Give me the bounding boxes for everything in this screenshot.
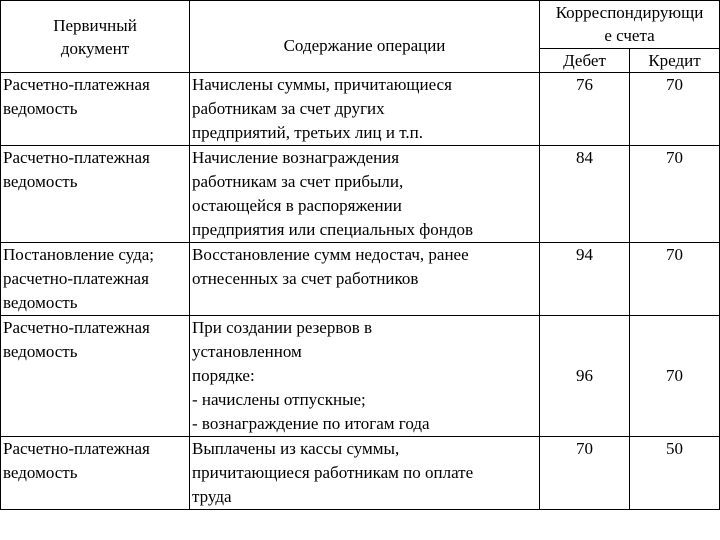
row-debit: 84 xyxy=(540,146,630,243)
header-corresponding-accounts: Корреспондирующи е счета xyxy=(540,1,720,49)
row-operation: Восстановление сумм недостач, ранее отнесенных за счет работников xyxy=(190,243,540,316)
header-row xyxy=(1,1,720,49)
header-primary-document: Первичный документ xyxy=(1,1,190,73)
row-credit: 70 xyxy=(630,243,720,316)
row-operation: При создании резервов в установленном порядке: - начислены отпускные; - вознаграждение по итогам года xyxy=(190,316,540,437)
row-debit: 96 xyxy=(540,316,630,437)
header-credit: Кредит xyxy=(630,49,720,73)
table-row xyxy=(1,316,720,437)
row-document: Расчетно-платежная ведомость xyxy=(1,146,190,243)
table-row xyxy=(1,243,720,316)
row-document: Постановление суда; расчетно-платежная ведомость xyxy=(1,243,190,316)
row-operation: Начислены суммы, причитающиеся работникам за счет других предприятий, третьих лиц и т.п. xyxy=(190,73,540,146)
row-document: Расчетно-платежная ведомость xyxy=(1,437,190,510)
table-row xyxy=(1,73,720,146)
row-document: Расчетно-платежная ведомость xyxy=(1,316,190,437)
row-debit: 94 xyxy=(540,243,630,316)
row-credit: 50 xyxy=(630,437,720,510)
row-operation: Выплачены из кассы суммы, причитающиеся работникам по оплате труда xyxy=(190,437,540,510)
row-debit: 76 xyxy=(540,73,630,146)
row-operation: Начисление вознаграждения работникам за счет прибыли, остающейся в распоряжении предприятия или специальных фондов xyxy=(190,146,540,243)
header-operation-content: Содержание операции xyxy=(190,1,540,73)
table-row xyxy=(1,146,720,243)
row-credit: 70 xyxy=(630,316,720,437)
header-debit: Дебет xyxy=(540,49,630,73)
table-row xyxy=(1,437,720,510)
row-credit: 70 xyxy=(630,146,720,243)
row-document: Расчетно-платежная ведомость xyxy=(1,73,190,146)
row-credit: 70 xyxy=(630,73,720,146)
row-debit: 70 xyxy=(540,437,630,510)
